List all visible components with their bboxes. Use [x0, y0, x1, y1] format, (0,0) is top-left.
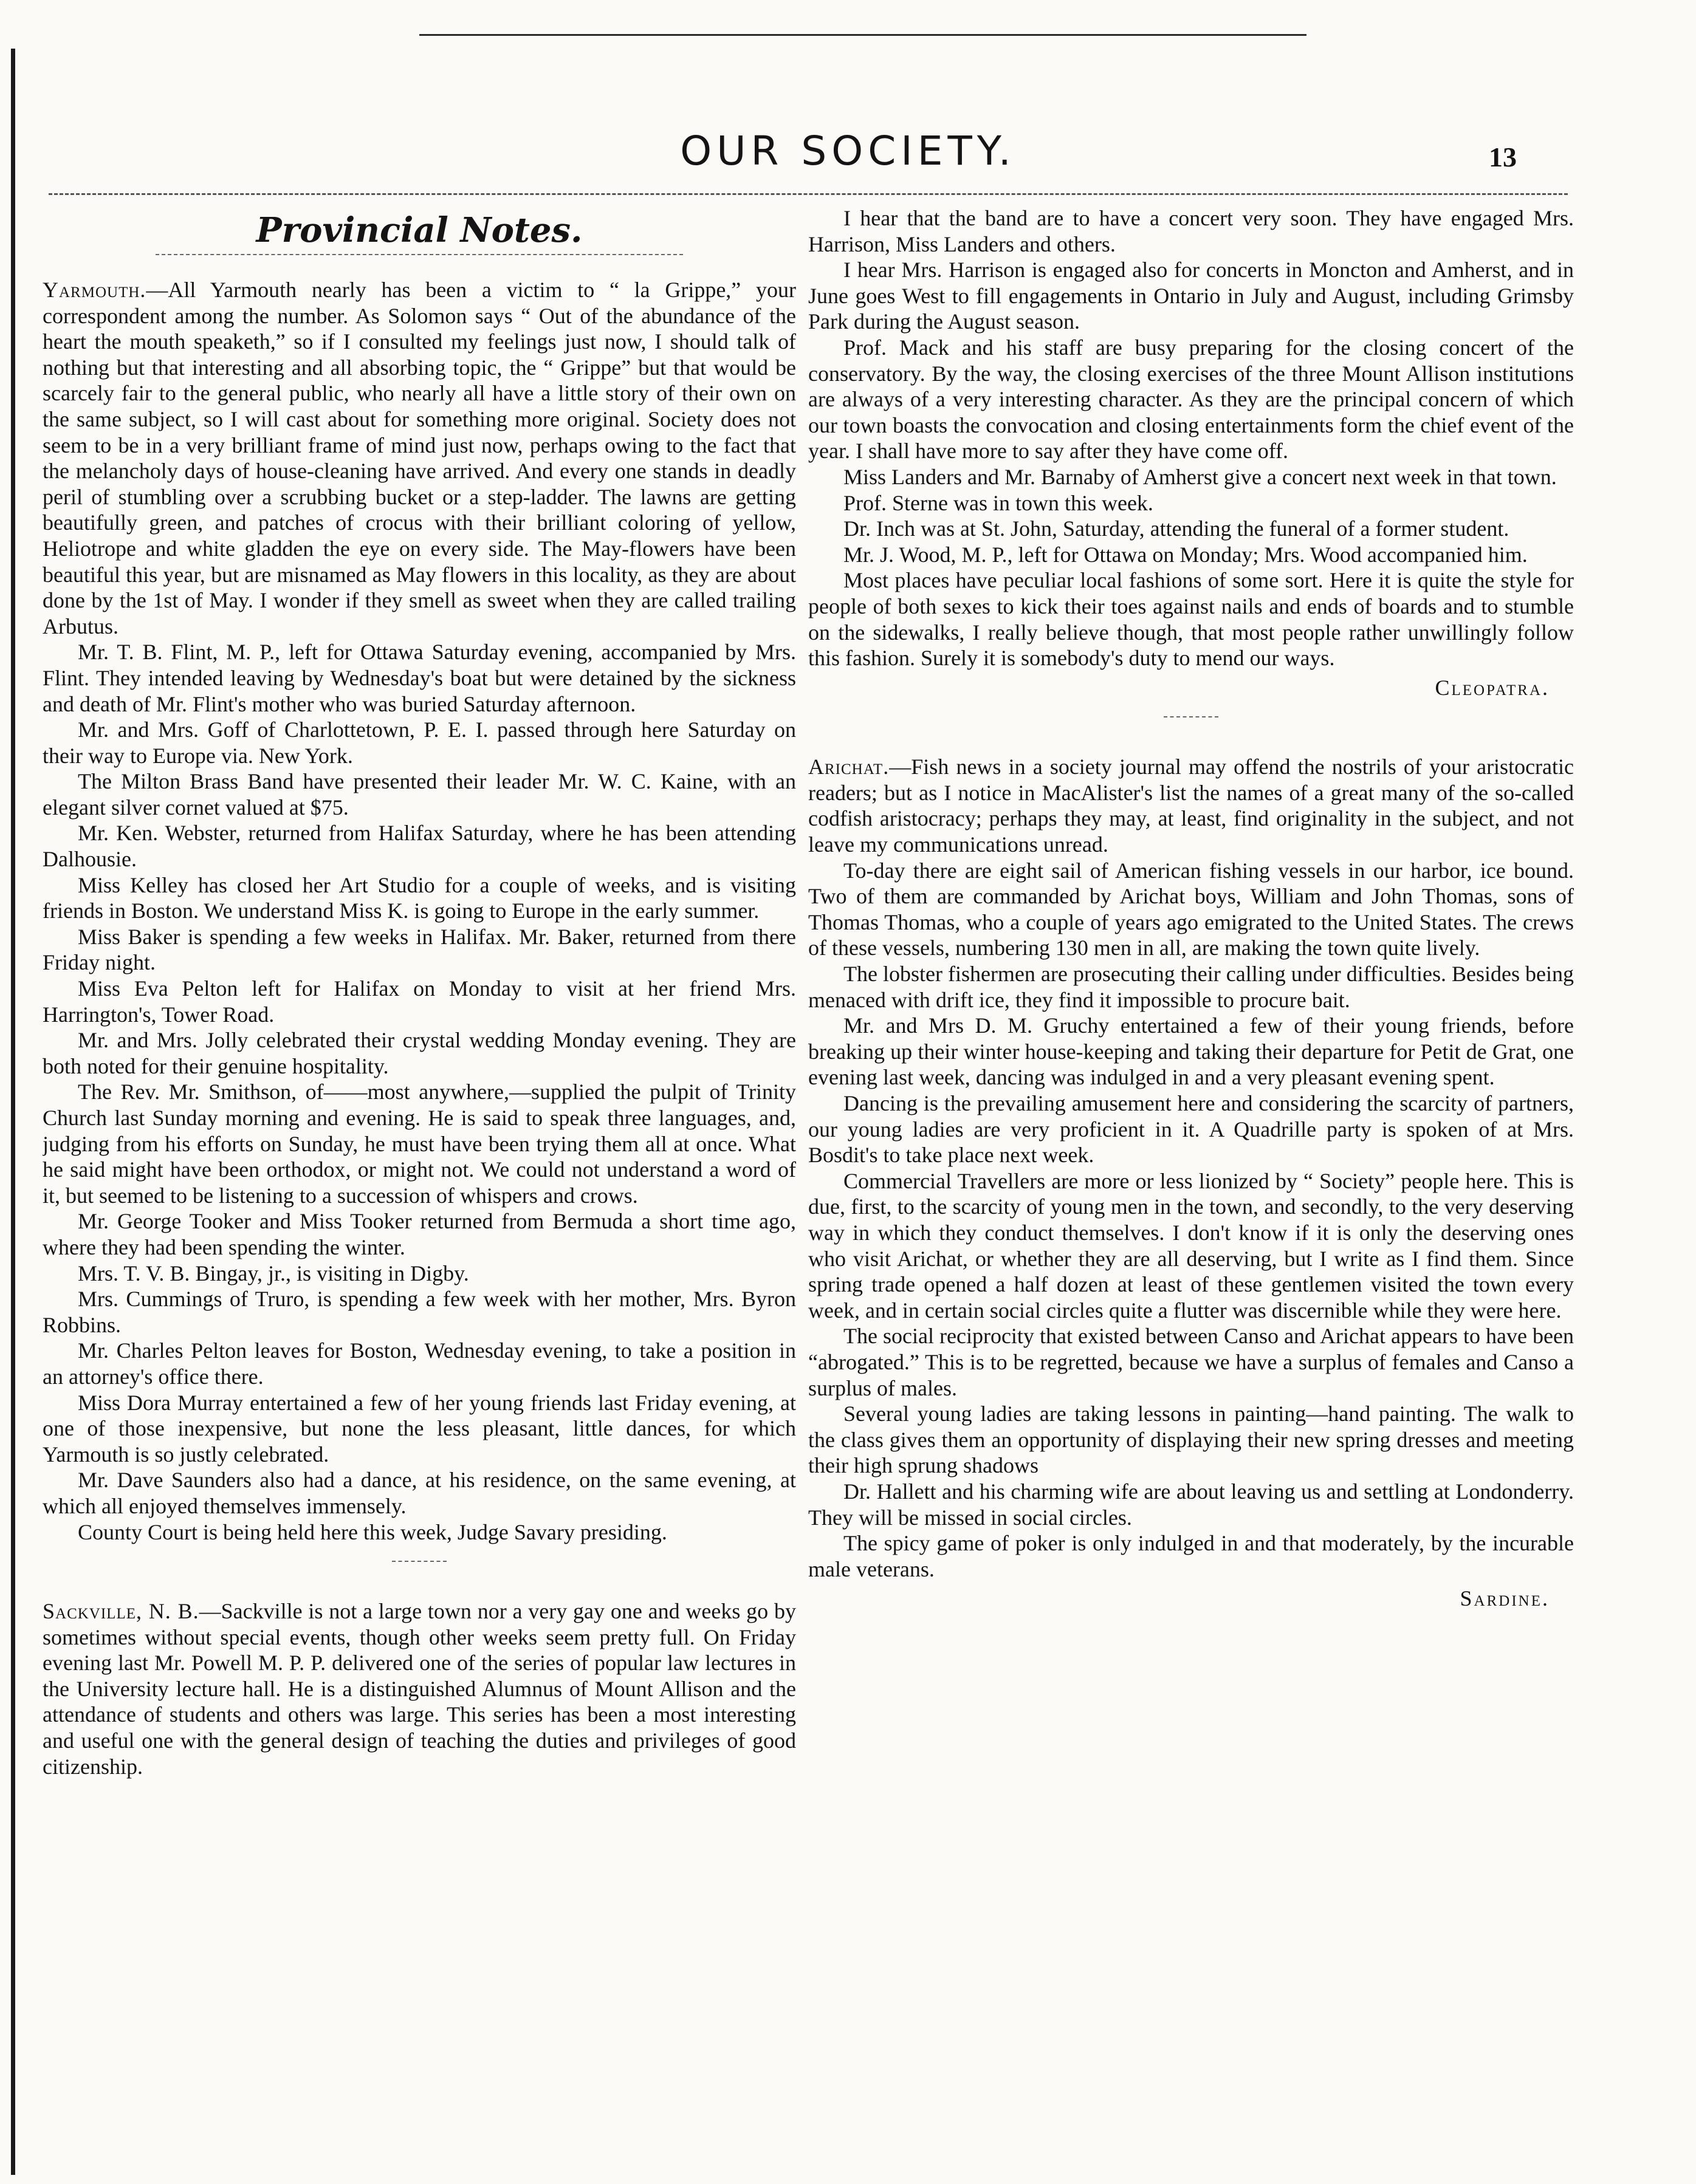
paragraph-text: Mrs. T. V. B. Bingay, jr., is visiting in Digby.: [78, 1261, 469, 1285]
article-paragraph: [43, 769, 796, 820]
sackville-article-continued: [808, 205, 1574, 671]
paragraph-text: The lobster fishermen are prosecuting their calling under difficulties. Besides being menaced with drift ice, they find it impossible to procure bait.: [808, 962, 1574, 1012]
article-paragraph: [43, 1079, 796, 1208]
paragraph-text: Prof. Sterne was in town this week.: [843, 490, 1153, 515]
article-paragraph: [43, 820, 796, 872]
sackville-signature: Cleopatra.: [1435, 675, 1550, 700]
paragraph-text: Miss Baker is spending a few weeks in Halifax. Mr. Baker, returned from there Friday night.: [43, 924, 796, 975]
article-paragraph: [43, 924, 796, 976]
article-paragraph: [808, 542, 1574, 568]
arichat-signature: Sardine.: [1460, 1586, 1550, 1611]
article-paragraph: [808, 335, 1574, 464]
paragraph-text: Commercial Travellers are more or less lionized by “ Society” people here. This is due, first, to the scarcity of young men in the town, and secondly, to the very deserving way in which they conduct themselves. I don't know if it is only the deserving ones who visit Arichat, or whether they are all deserving, but I write as I find them. Since spring trade opened a half dozen at least of these gentlemen visited the town every week, and in certain social circles quite a flutter was discernible while they were here.: [808, 1168, 1574, 1323]
right-column: [808, 205, 1574, 2168]
article-paragraph: [43, 277, 796, 639]
article-paragraph: [808, 1401, 1574, 1479]
paragraph-text: Mr. Ken. Webster, returned from Halifax Saturday, where he has been attending Dalhousie.: [43, 821, 796, 872]
paragraph-text: Mr. and Mrs. Goff of Charlottetown, P. E. I. passed through here Saturday on their way to Europe via. New York.: [43, 717, 796, 768]
place-name: Yarmouth.: [43, 278, 146, 302]
page-edge-rule: [11, 49, 15, 2175]
paragraph-text: Most places have peculiar local fashions of some sort. Here it is quite the style for people of both sexes to kick their toes against nails and ends of boards and to stumble on the sidewalks, I really believe though, that most people rather unwillingly follow this fashion. Surely it is somebody's duty to mend our ways.: [808, 568, 1574, 671]
article-paragraph: [808, 1479, 1574, 1530]
article-paragraph: [43, 639, 796, 717]
place-name: Arichat.: [808, 755, 890, 779]
article-paragraph: [808, 1090, 1574, 1168]
paragraph-text: The Rev. Mr. Smithson, of——most anywhere,—supplied the pulpit of Trinity Church last Sunday morning and evening. He is said to speak three languages, and, judging from his efforts on Sunday, he must have been trying them all at once. What he said might have been orthodox, or might not. We could not understand a word of it, but seemed to be listening to a succession of whispers and crows.: [43, 1080, 796, 1208]
masthead: OUR SOCIETY.: [680, 128, 1016, 174]
page-number: 13: [1489, 142, 1517, 173]
paragraph-text: I hear Mrs. Harrison is engaged also for concerts in Moncton and Amherst, and in June goes West to fill engagements in Ontario in July and August, including Grimsby Park during the August season.: [808, 258, 1574, 334]
article-paragraph: [43, 1467, 796, 1519]
article-paragraph: [808, 1168, 1574, 1324]
article-separator: [392, 1561, 447, 1562]
paragraph-text: Mr. Charles Pelton leaves for Boston, Wednesday evening, to take a position in an attorney's office there.: [43, 1338, 796, 1389]
article-paragraph: [808, 754, 1574, 857]
article-paragraph: [808, 257, 1574, 335]
sackville-article: [43, 1598, 796, 1779]
article-paragraph: [43, 1208, 796, 1260]
article-separator: [1164, 716, 1218, 717]
paragraph-text: —All Yarmouth nearly has been a victim to “ la Grippe,” your correspondent among the number. As Solomon says “ Out of the abundance of the heart the mouth speaketh,” so if I consulted my feelings just now, I should talk of nothing but that interesting and all absorbing topic, the “ Grippe” but that would be scarcely fair to the general public, who nearly all have a little story of their own on the same subject, so I will cast about for something more original. Society does not seem to be in a very brilliant frame of mind just now, perhaps owing to the fact that the melancholy days of house-cleaning have arrived. And every one stands in deadly peril of stumbling over a scrubbing bucket or a step-ladder. The lawns are getting beautifully green, and patches of crocus with their brilliant coloring of yellow, Heliotrope and white gladden the eye on every side. The May-flowers have been beautiful this year, but are misnamed as May flowers in this locality, as they are about done by the 1st of May. I wonder if they smell as sweet when they are called trailing Arbutus.: [43, 278, 796, 638]
paragraph-text: County Court is being held here this week, Judge Savary presiding.: [78, 1519, 667, 1544]
paragraph-text: I hear that the band are to have a concert very soon. They have engaged Mrs. Harrison, Miss Landers and others.: [808, 206, 1574, 256]
paragraph-text: Dr. Hallett and his charming wife are about leaving us and settling at Londonderry. They will be missed in social circles.: [808, 1479, 1574, 1530]
article-paragraph: [43, 1286, 796, 1338]
paragraph-text: Miss Dora Murray entertained a few of her young friends last Friday evening, at one of those inexpensive, but none the less pleasant, little dances, for which Yarmouth is so justly celebrated.: [43, 1390, 796, 1467]
article-paragraph: [808, 516, 1574, 542]
place-name: Sackville, N. B.: [43, 1599, 199, 1624]
masthead-rule: [49, 193, 1568, 195]
article-paragraph: [43, 1519, 796, 1546]
paragraph-text: The Milton Brass Band have presented their leader Mr. W. C. Kaine, with an elegant silver cornet valued at $75.: [43, 769, 796, 820]
paragraph-text: Miss Eva Pelton left for Halifax on Monday to visit at her friend Mrs. Harrington's, Tower Road.: [43, 976, 796, 1027]
article-paragraph: [43, 1027, 796, 1079]
section-title: Provincial Notes.: [256, 210, 583, 250]
article-paragraph: [808, 490, 1574, 516]
paragraph-text: Mr. and Mrs D. M. Gruchy entertained a few of their young friends, before breaking up their winter house-keeping and taking their departure for Petit de Grat, one evening last week, dancing was indulged in and a very pleasant evening spent.: [808, 1013, 1574, 1090]
article-paragraph: [808, 567, 1574, 671]
article-paragraph: [43, 1261, 796, 1287]
article-paragraph: [43, 872, 796, 924]
paragraph-text: The spicy game of poker is only indulged in and that moderately, by the incurable male veterans.: [808, 1531, 1574, 1581]
yarmouth-article: [43, 277, 796, 1545]
paragraph-text: Several young ladies are taking lessons in painting—hand painting. The walk to the class gives them an opportunity of displaying their new spring dresses and meeting their high sprung shadows: [808, 1402, 1574, 1478]
article-paragraph: [808, 1530, 1574, 1582]
paragraph-text: —Fish news in a society journal may offend the nostrils of your aristocratic readers; but as I notice in MacAlister's list the names of a great many of the so-called codfish aristocracy; perhaps they may, at least, find originality in the subject, and not leave my communications unread.: [808, 755, 1574, 857]
paragraph-text: Mr. J. Wood, M. P., left for Ottawa on Monday; Mrs. Wood accompanied him.: [843, 542, 1528, 567]
article-paragraph: [808, 205, 1574, 257]
paragraph-text: Dancing is the prevailing amusement here and considering the scarcity of partners, our young ladies are very proficient in it. A Quadrille party is spoken of at Mrs. Bosdit's to take place next week.: [808, 1091, 1574, 1168]
paragraph-text: Miss Landers and Mr. Barnaby of Amherst give a concert next week in that town.: [843, 464, 1557, 489]
paragraph-text: Miss Kelley has closed her Art Studio for a couple of weeks, and is visiting friends in Boston. We understand Miss K. is going to Europe in the early summer.: [43, 872, 796, 923]
paragraph-text: The social reciprocity that existed between Canso and Arichat appears to have been “abrogated.” This is to be regretted, because we have a surplus of females and Canso a surplus of males.: [808, 1324, 1574, 1400]
paragraph-text: Mrs. Cummings of Truro, is spending a few week with her mother, Mrs. Byron Robbins.: [43, 1287, 796, 1337]
paragraph-text: Mr. George Tooker and Miss Tooker returned from Bermuda a short time ago, where they had been spending the winter.: [43, 1209, 796, 1259]
paragraph-text: —Sackville is not a large town nor a very gay one and weeks go by sometimes without special events, though other weeks seem pretty full. On Friday evening last Mr. Powell M. P. P. delivered one of the series of popular law lectures in the University lecture hall. He is a distinguished Alumnus of Mount Allison and the attendance of students and others was large. This series has been a most interesting and useful one with the general design of teaching the duties and privileges of good citizenship.: [43, 1599, 796, 1779]
article-paragraph: [808, 1323, 1574, 1401]
paragraph-text: Mr. and Mrs. Jolly celebrated their crystal wedding Monday evening. They are both noted for their genuine hospitality.: [43, 1028, 796, 1078]
article-paragraph: [43, 1338, 796, 1389]
article-paragraph: [43, 1390, 796, 1468]
article-paragraph: [43, 717, 796, 769]
paragraph-text: Mr. Dave Saunders also had a dance, at his residence, on the same evening, at which all enjoyed themselves immensely.: [43, 1468, 796, 1518]
article-paragraph: [808, 464, 1574, 490]
article-paragraph: [808, 961, 1574, 1013]
paragraph-text: Mr. T. B. Flint, M. P., left for Ottawa Saturday evening, accompanied by Mrs. Flint. They intended leaving by Wednesday's boat but were detained by the sickness and death of Mr. Flint's mother who was buried Saturday afternoon.: [43, 640, 796, 716]
paragraph-text: Prof. Mack and his staff are busy preparing for the closing concert of the conservatory. By the way, the closing exercises of the three Mount Allison institutions are always of a very interesting character. As they are the principal concern of which our town boasts the convocation and closing entertainments form the chief event of the year. I shall have more to say after they have come off.: [808, 335, 1574, 464]
paragraph-text: Dr. Inch was at St. John, Saturday, attending the funeral of a former student.: [843, 516, 1509, 541]
article-paragraph: [808, 858, 1574, 961]
article-paragraph: [43, 976, 796, 1027]
left-column: [43, 207, 796, 2169]
arichat-article: [808, 754, 1574, 1582]
top-rule: [419, 34, 1306, 36]
article-paragraph: [43, 1598, 796, 1779]
section-title-rule: [156, 254, 683, 255]
article-paragraph: [808, 1013, 1574, 1090]
paragraph-text: To-day there are eight sail of American fishing vessels in our harbor, ice bound. Two of them are commanded by Arichat boys, William and John Thomas, sons of Thomas Thomas, who a couple of years ago emigrated to the United States. The crews of these vessels, numbering 130 men in all, are making the town quite lively.: [808, 858, 1574, 960]
